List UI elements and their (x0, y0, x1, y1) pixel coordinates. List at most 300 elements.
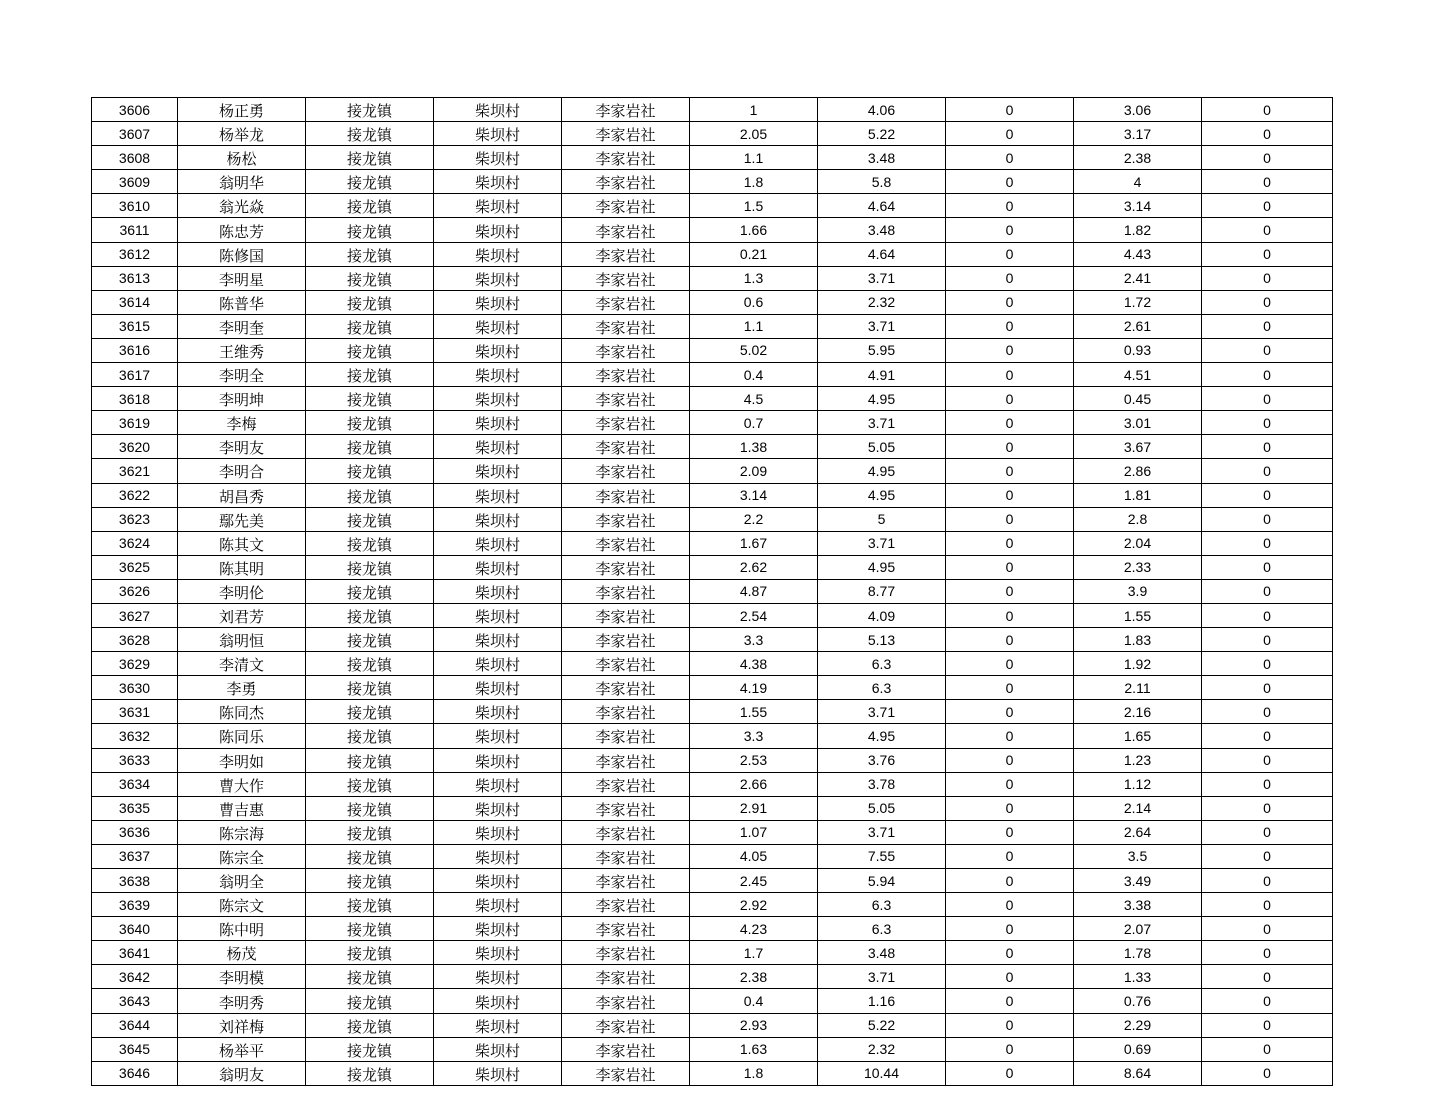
cell-value-b: 1.16 (818, 989, 946, 1013)
cell-value-d: 3.17 (1074, 122, 1202, 146)
cell-name: 杨举平 (178, 1037, 306, 1061)
cell-value-b: 4.95 (818, 724, 946, 748)
table-row (92, 435, 1333, 459)
cell-row-id: 3633 (92, 748, 178, 772)
cell-name: 李明全 (178, 363, 306, 387)
cell-village: 柴坝村 (434, 941, 562, 965)
cell-value-b: 3.71 (818, 820, 946, 844)
cell-value-c: 0 (946, 796, 1074, 820)
cell-town: 接龙镇 (306, 363, 434, 387)
cell-value-a: 4.87 (690, 579, 818, 603)
cell-value-a: 1.7 (690, 941, 818, 965)
cell-village: 柴坝村 (434, 965, 562, 989)
table-row (92, 893, 1333, 917)
cell-value-d: 3.49 (1074, 869, 1202, 893)
cell-town: 接龙镇 (306, 941, 434, 965)
cell-value-c: 0 (946, 893, 1074, 917)
cell-value-c: 0 (946, 555, 1074, 579)
cell-town: 接龙镇 (306, 314, 434, 338)
cell-value-d: 4.43 (1074, 242, 1202, 266)
cell-town: 接龙镇 (306, 844, 434, 868)
cell-row-id: 3610 (92, 194, 178, 218)
cell-value-a: 2.54 (690, 603, 818, 627)
table-row (92, 338, 1333, 362)
cell-value-e: 0 (1202, 459, 1333, 483)
cell-name: 陈宗海 (178, 820, 306, 844)
cell-group: 李家岩社 (562, 290, 690, 314)
cell-row-id: 3646 (92, 1061, 178, 1085)
cell-town: 接龙镇 (306, 555, 434, 579)
table-row (92, 917, 1333, 941)
cell-value-c: 0 (946, 387, 1074, 411)
cell-value-c: 0 (946, 724, 1074, 748)
cell-row-id: 3607 (92, 122, 178, 146)
cell-value-d: 3.01 (1074, 411, 1202, 435)
cell-value-d: 2.14 (1074, 796, 1202, 820)
cell-name: 陈其文 (178, 531, 306, 555)
cell-value-a: 3.3 (690, 628, 818, 652)
table-row (92, 989, 1333, 1013)
table-row (92, 411, 1333, 435)
cell-town: 接龙镇 (306, 146, 434, 170)
cell-row-id: 3609 (92, 170, 178, 194)
cell-name: 曹吉惠 (178, 796, 306, 820)
cell-village: 柴坝村 (434, 387, 562, 411)
cell-value-a: 1.38 (690, 435, 818, 459)
cell-town: 接龙镇 (306, 1061, 434, 1085)
cell-value-d: 3.9 (1074, 579, 1202, 603)
cell-village: 柴坝村 (434, 218, 562, 242)
cell-value-a: 4.23 (690, 917, 818, 941)
cell-row-id: 3621 (92, 459, 178, 483)
table-row (92, 98, 1333, 122)
table-row (92, 628, 1333, 652)
cell-town: 接龙镇 (306, 218, 434, 242)
cell-group: 李家岩社 (562, 1037, 690, 1061)
cell-value-e: 0 (1202, 483, 1333, 507)
cell-value-a: 1.3 (690, 266, 818, 290)
cell-value-c: 0 (946, 917, 1074, 941)
cell-value-d: 2.38 (1074, 146, 1202, 170)
cell-village: 柴坝村 (434, 314, 562, 338)
table-row (92, 146, 1333, 170)
cell-value-b: 5.8 (818, 170, 946, 194)
cell-row-id: 3644 (92, 1013, 178, 1037)
table-row (92, 1013, 1333, 1037)
cell-town: 接龙镇 (306, 796, 434, 820)
cell-group: 李家岩社 (562, 893, 690, 917)
cell-value-e: 0 (1202, 700, 1333, 724)
cell-value-d: 2.86 (1074, 459, 1202, 483)
cell-group: 李家岩社 (562, 579, 690, 603)
cell-group: 李家岩社 (562, 194, 690, 218)
cell-value-e: 0 (1202, 989, 1333, 1013)
cell-value-a: 1 (690, 98, 818, 122)
cell-value-a: 2.66 (690, 772, 818, 796)
cell-value-d: 2.64 (1074, 820, 1202, 844)
cell-value-b: 4.64 (818, 194, 946, 218)
cell-value-d: 1.81 (1074, 483, 1202, 507)
table-row (92, 603, 1333, 627)
cell-town: 接龙镇 (306, 338, 434, 362)
cell-value-b: 6.3 (818, 652, 946, 676)
cell-value-e: 0 (1202, 266, 1333, 290)
cell-value-c: 0 (946, 242, 1074, 266)
cell-value-b: 6.3 (818, 676, 946, 700)
cell-value-e: 0 (1202, 194, 1333, 218)
cell-value-a: 0.6 (690, 290, 818, 314)
cell-value-c: 0 (946, 98, 1074, 122)
cell-value-c: 0 (946, 989, 1074, 1013)
cell-town: 接龙镇 (306, 772, 434, 796)
cell-value-c: 0 (946, 603, 1074, 627)
table-row (92, 748, 1333, 772)
cell-value-c: 0 (946, 483, 1074, 507)
cell-value-b: 5.22 (818, 1013, 946, 1037)
cell-name: 李明坤 (178, 387, 306, 411)
cell-name: 李明伦 (178, 579, 306, 603)
cell-group: 李家岩社 (562, 242, 690, 266)
cell-value-d: 1.83 (1074, 628, 1202, 652)
table-row (92, 1061, 1333, 1085)
cell-row-id: 3622 (92, 483, 178, 507)
cell-value-e: 0 (1202, 290, 1333, 314)
cell-value-d: 1.78 (1074, 941, 1202, 965)
cell-value-b: 5.94 (818, 869, 946, 893)
table-row (92, 459, 1333, 483)
cell-value-b: 3.71 (818, 411, 946, 435)
cell-row-id: 3626 (92, 579, 178, 603)
cell-value-d: 2.29 (1074, 1013, 1202, 1037)
cell-group: 李家岩社 (562, 652, 690, 676)
cell-name: 陈中明 (178, 917, 306, 941)
cell-group: 李家岩社 (562, 628, 690, 652)
cell-row-id: 3614 (92, 290, 178, 314)
cell-value-b: 2.32 (818, 1037, 946, 1061)
cell-name: 王维秀 (178, 338, 306, 362)
cell-value-b: 3.71 (818, 700, 946, 724)
cell-group: 李家岩社 (562, 218, 690, 242)
cell-group: 李家岩社 (562, 676, 690, 700)
cell-value-d: 2.61 (1074, 314, 1202, 338)
cell-value-d: 1.65 (1074, 724, 1202, 748)
cell-value-b: 4.95 (818, 459, 946, 483)
cell-value-e: 0 (1202, 363, 1333, 387)
cell-value-c: 0 (946, 1013, 1074, 1037)
cell-value-e: 0 (1202, 218, 1333, 242)
cell-value-c: 0 (946, 748, 1074, 772)
cell-value-c: 0 (946, 507, 1074, 531)
cell-group: 李家岩社 (562, 700, 690, 724)
cell-name: 翁明全 (178, 869, 306, 893)
cell-value-e: 0 (1202, 893, 1333, 917)
cell-value-c: 0 (946, 700, 1074, 724)
cell-value-d: 0.69 (1074, 1037, 1202, 1061)
cell-town: 接龙镇 (306, 459, 434, 483)
cell-value-e: 0 (1202, 122, 1333, 146)
cell-value-d: 4.51 (1074, 363, 1202, 387)
table-row (92, 507, 1333, 531)
cell-value-a: 1.67 (690, 531, 818, 555)
cell-name: 翁光焱 (178, 194, 306, 218)
cell-row-id: 3635 (92, 796, 178, 820)
table-row (92, 290, 1333, 314)
cell-village: 柴坝村 (434, 772, 562, 796)
cell-row-id: 3608 (92, 146, 178, 170)
cell-group: 李家岩社 (562, 387, 690, 411)
cell-row-id: 3619 (92, 411, 178, 435)
cell-row-id: 3645 (92, 1037, 178, 1061)
table-row (92, 676, 1333, 700)
table-row (92, 555, 1333, 579)
cell-value-a: 2.05 (690, 122, 818, 146)
cell-row-id: 3616 (92, 338, 178, 362)
cell-row-id: 3640 (92, 917, 178, 941)
table-row (92, 194, 1333, 218)
cell-value-a: 4.38 (690, 652, 818, 676)
cell-value-c: 0 (946, 531, 1074, 555)
cell-value-d: 3.14 (1074, 194, 1202, 218)
cell-village: 柴坝村 (434, 411, 562, 435)
table-row (92, 363, 1333, 387)
cell-village: 柴坝村 (434, 1037, 562, 1061)
cell-name: 翁明华 (178, 170, 306, 194)
cell-value-a: 2.92 (690, 893, 818, 917)
cell-town: 接龙镇 (306, 98, 434, 122)
cell-row-id: 3634 (92, 772, 178, 796)
cell-village: 柴坝村 (434, 820, 562, 844)
cell-town: 接龙镇 (306, 242, 434, 266)
cell-value-c: 0 (946, 459, 1074, 483)
cell-value-a: 2.38 (690, 965, 818, 989)
cell-name: 李明星 (178, 266, 306, 290)
cell-village: 柴坝村 (434, 266, 562, 290)
cell-value-a: 1.63 (690, 1037, 818, 1061)
cell-value-a: 1.8 (690, 170, 818, 194)
cell-name: 李明奎 (178, 314, 306, 338)
cell-value-c: 0 (946, 869, 1074, 893)
cell-value-e: 0 (1202, 796, 1333, 820)
cell-village: 柴坝村 (434, 483, 562, 507)
cell-value-d: 0.45 (1074, 387, 1202, 411)
cell-value-c: 0 (946, 820, 1074, 844)
cell-value-b: 2.32 (818, 290, 946, 314)
cell-value-a: 1.55 (690, 700, 818, 724)
cell-group: 李家岩社 (562, 965, 690, 989)
cell-value-c: 0 (946, 218, 1074, 242)
cell-row-id: 3629 (92, 652, 178, 676)
cell-value-e: 0 (1202, 917, 1333, 941)
table-row (92, 652, 1333, 676)
cell-value-a: 0.4 (690, 989, 818, 1013)
cell-group: 李家岩社 (562, 1013, 690, 1037)
cell-name: 李梅 (178, 411, 306, 435)
cell-village: 柴坝村 (434, 869, 562, 893)
cell-row-id: 3636 (92, 820, 178, 844)
cell-value-c: 0 (946, 314, 1074, 338)
cell-value-a: 2.93 (690, 1013, 818, 1037)
cell-name: 刘祥梅 (178, 1013, 306, 1037)
cell-town: 接龙镇 (306, 1013, 434, 1037)
cell-town: 接龙镇 (306, 435, 434, 459)
cell-row-id: 3630 (92, 676, 178, 700)
cell-value-c: 0 (946, 652, 1074, 676)
cell-village: 柴坝村 (434, 893, 562, 917)
cell-row-id: 3637 (92, 844, 178, 868)
cell-name: 鄢先美 (178, 507, 306, 531)
cell-row-id: 3623 (92, 507, 178, 531)
cell-value-a: 0.4 (690, 363, 818, 387)
cell-group: 李家岩社 (562, 1061, 690, 1085)
cell-town: 接龙镇 (306, 820, 434, 844)
cell-name: 陈同杰 (178, 700, 306, 724)
cell-group: 李家岩社 (562, 796, 690, 820)
cell-group: 李家岩社 (562, 411, 690, 435)
cell-value-c: 0 (946, 266, 1074, 290)
cell-group: 李家岩社 (562, 917, 690, 941)
cell-town: 接龙镇 (306, 290, 434, 314)
cell-town: 接龙镇 (306, 170, 434, 194)
cell-group: 李家岩社 (562, 338, 690, 362)
cell-value-a: 1.07 (690, 820, 818, 844)
cell-value-e: 0 (1202, 98, 1333, 122)
cell-value-e: 0 (1202, 603, 1333, 627)
cell-town: 接龙镇 (306, 122, 434, 146)
cell-value-b: 6.3 (818, 893, 946, 917)
cell-value-d: 2.07 (1074, 917, 1202, 941)
cell-value-a: 3.14 (690, 483, 818, 507)
cell-group: 李家岩社 (562, 555, 690, 579)
cell-value-b: 4.06 (818, 98, 946, 122)
cell-value-e: 0 (1202, 724, 1333, 748)
table-row (92, 869, 1333, 893)
cell-town: 接龙镇 (306, 483, 434, 507)
cell-value-e: 0 (1202, 772, 1333, 796)
table-row (92, 820, 1333, 844)
cell-value-a: 3.3 (690, 724, 818, 748)
cell-value-a: 2.2 (690, 507, 818, 531)
cell-value-a: 2.62 (690, 555, 818, 579)
cell-town: 接龙镇 (306, 411, 434, 435)
cell-group: 李家岩社 (562, 314, 690, 338)
cell-value-e: 0 (1202, 1013, 1333, 1037)
cell-value-b: 4.91 (818, 363, 946, 387)
cell-value-d: 3.38 (1074, 893, 1202, 917)
table-row (92, 314, 1333, 338)
cell-value-d: 2.11 (1074, 676, 1202, 700)
cell-value-a: 2.45 (690, 869, 818, 893)
cell-name: 翁明恒 (178, 628, 306, 652)
cell-town: 接龙镇 (306, 724, 434, 748)
cell-value-c: 0 (946, 1037, 1074, 1061)
cell-town: 接龙镇 (306, 628, 434, 652)
cell-value-c: 0 (946, 170, 1074, 194)
cell-value-c: 0 (946, 338, 1074, 362)
cell-village: 柴坝村 (434, 290, 562, 314)
cell-name: 杨松 (178, 146, 306, 170)
cell-row-id: 3606 (92, 98, 178, 122)
cell-row-id: 3620 (92, 435, 178, 459)
cell-group: 李家岩社 (562, 435, 690, 459)
cell-group: 李家岩社 (562, 748, 690, 772)
cell-group: 李家岩社 (562, 459, 690, 483)
cell-value-e: 0 (1202, 555, 1333, 579)
cell-row-id: 3642 (92, 965, 178, 989)
table-row (92, 1037, 1333, 1061)
cell-value-b: 3.76 (818, 748, 946, 772)
cell-name: 李明合 (178, 459, 306, 483)
cell-value-e: 0 (1202, 844, 1333, 868)
cell-village: 柴坝村 (434, 1061, 562, 1085)
cell-row-id: 3628 (92, 628, 178, 652)
cell-town: 接龙镇 (306, 893, 434, 917)
cell-value-b: 5.13 (818, 628, 946, 652)
cell-value-e: 0 (1202, 435, 1333, 459)
cell-value-e: 0 (1202, 387, 1333, 411)
cell-value-a: 1.8 (690, 1061, 818, 1085)
cell-town: 接龙镇 (306, 917, 434, 941)
cell-name: 陈宗全 (178, 844, 306, 868)
cell-group: 李家岩社 (562, 989, 690, 1013)
cell-town: 接龙镇 (306, 603, 434, 627)
cell-village: 柴坝村 (434, 242, 562, 266)
cell-group: 李家岩社 (562, 507, 690, 531)
cell-village: 柴坝村 (434, 338, 562, 362)
cell-value-b: 4.95 (818, 387, 946, 411)
cell-value-c: 0 (946, 363, 1074, 387)
cell-value-a: 4.19 (690, 676, 818, 700)
cell-value-b: 10.44 (818, 1061, 946, 1085)
cell-village: 柴坝村 (434, 844, 562, 868)
cell-value-a: 2.09 (690, 459, 818, 483)
cell-row-id: 3618 (92, 387, 178, 411)
cell-name: 李明友 (178, 435, 306, 459)
cell-value-d: 1.72 (1074, 290, 1202, 314)
table-row (92, 700, 1333, 724)
cell-value-e: 0 (1202, 628, 1333, 652)
cell-value-a: 1.1 (690, 146, 818, 170)
cell-value-a: 1.1 (690, 314, 818, 338)
table-row (92, 844, 1333, 868)
cell-value-c: 0 (946, 1061, 1074, 1085)
cell-value-b: 4.64 (818, 242, 946, 266)
cell-row-id: 3612 (92, 242, 178, 266)
cell-name: 李勇 (178, 676, 306, 700)
cell-group: 李家岩社 (562, 531, 690, 555)
cell-name: 陈修国 (178, 242, 306, 266)
cell-group: 李家岩社 (562, 363, 690, 387)
cell-value-e: 0 (1202, 314, 1333, 338)
cell-group: 李家岩社 (562, 772, 690, 796)
cell-name: 陈普华 (178, 290, 306, 314)
cell-group: 李家岩社 (562, 122, 690, 146)
cell-row-id: 3632 (92, 724, 178, 748)
cell-name: 杨正勇 (178, 98, 306, 122)
cell-value-b: 3.71 (818, 965, 946, 989)
cell-town: 接龙镇 (306, 652, 434, 676)
cell-row-id: 3615 (92, 314, 178, 338)
cell-value-d: 3.67 (1074, 435, 1202, 459)
cell-group: 李家岩社 (562, 266, 690, 290)
cell-value-b: 3.48 (818, 218, 946, 242)
cell-group: 李家岩社 (562, 844, 690, 868)
table-row (92, 531, 1333, 555)
cell-value-d: 1.33 (1074, 965, 1202, 989)
cell-value-e: 0 (1202, 1061, 1333, 1085)
cell-town: 接龙镇 (306, 748, 434, 772)
cell-value-a: 0.21 (690, 242, 818, 266)
cell-value-a: 2.91 (690, 796, 818, 820)
